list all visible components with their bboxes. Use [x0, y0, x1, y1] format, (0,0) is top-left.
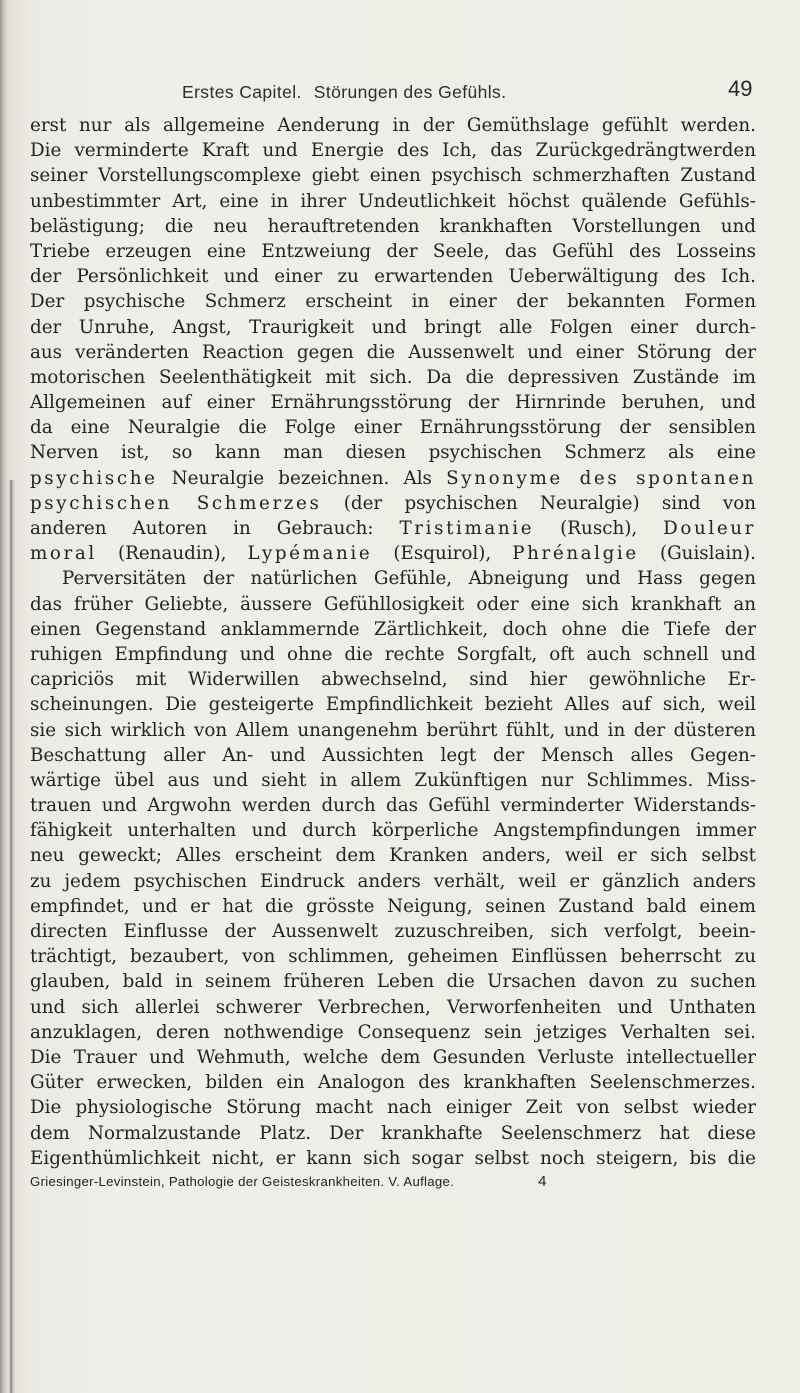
page-number: 49	[728, 76, 753, 101]
spaced-term: moral	[30, 543, 97, 565]
text-line: neu geweckt; Alles erscheint dem Kranken anders, weil er sich selbst	[30, 845, 756, 867]
text-line: Perversitäten der natürlichen Gefühle, Abneigung und Hass gegen	[62, 568, 756, 590]
text-line: Güter erwecken, bilden ein Analogon des krankhaften Seelenschmerzes.	[30, 1072, 756, 1094]
text-line: Eigenthümlichkeit nicht, er kann sich sogar selbst noch steigern, bis die	[30, 1147, 756, 1169]
text-line: der Unruhe, Angst, Traurigkeit und bringt alle Folgen einer durch-	[30, 316, 756, 338]
text-line: empfindet, und er hat die grösste Neigung, seinen Zustand bald einem	[30, 895, 756, 917]
imprint-line	[30, 1171, 756, 1193]
text-line: unbestimmter Art, eine in ihrer Undeutlichkeit höchst quälende Gefühls-	[30, 190, 756, 212]
text-line: Beschattung aller An- und Aussichten legt der Mensch alles Gegen-	[30, 744, 756, 766]
text-line: erst nur als allgemeine Aenderung in der Gemüthslage gefühlt werden.	[30, 115, 756, 136]
spaced-term: psychische	[30, 467, 158, 489]
imprint-text: Griesinger-Levinstein, Pathologie der Geisteskrankheiten. V. Auflage.	[30, 1173, 455, 1189]
spaced-term: Lypémanie	[247, 543, 373, 565]
text-line: fähigkeit unterhalten und durch körperliche Angstempfindungen immer	[30, 820, 756, 842]
text-line	[30, 541, 756, 566]
text-line: belästigung; die neu herauftretenden krankhaften Vorstellungen und	[30, 215, 756, 237]
text-line: der Persönlichkeit und einer zu erwartenden Ueberwältigung des Ich.	[30, 266, 756, 288]
signature-mark: 4	[538, 1172, 547, 1190]
text-line: Nerven ist, so kann man diesen psychischen Schmerz als eine	[30, 442, 756, 464]
text-line: zu jedem psychischen Eindruck anders verhält, weil er gänzlich anders	[30, 870, 756, 892]
text-segment: Neuralgie bezeichnen. Als	[157, 467, 447, 489]
text-line: trächtigt, bezaubert, von schlimmen, geheimen Einflüssen beherrscht zu	[30, 946, 756, 968]
text-line: Triebe erzeugen eine Entzweiung der Seele, das Gefühl des Losseins	[30, 240, 756, 262]
spaced-term: Synonyme des spontanen	[446, 467, 756, 489]
text-line: wärtige übel aus und sieht in allem Zukünftigen nur Schlimmes. Miss-	[30, 769, 756, 791]
section-title: Störungen des Gefühls.	[313, 82, 507, 102]
text-line: Allgemeinen auf einer Ernährungsstörung der Hirnrinde beruhen, und	[30, 392, 756, 414]
text-line	[30, 466, 756, 491]
body-text	[30, 113, 756, 1193]
text-line: aus veränderten Reaction gegen die Aussenwelt und einer Störung der	[30, 341, 756, 363]
spaced-term: Douleur	[663, 518, 756, 539]
text-segment: (Guislain).	[638, 543, 756, 565]
text-line	[30, 516, 756, 541]
spaced-term: Phrénalgie	[512, 543, 639, 565]
text-line: glauben, bald in seinem früheren Leben die Ursachen davon zu suchen	[30, 971, 756, 993]
text-segment: (Rusch),	[534, 518, 664, 539]
text-line: seiner Vorstellungscomplexe giebt einen psychisch schmerzhaften Zustand	[30, 165, 756, 187]
text-line: directen Einflusse der Aussenwelt zuzuschreiben, sich verfolgt, beein-	[30, 921, 756, 942]
text-line: anzuklagen, deren nothwendige Consequenz sein jetziges Verhalten sei.	[30, 1021, 756, 1043]
text-line: da eine Neuralgie die Folge einer Ernährungsstörung der sensiblen	[30, 417, 756, 439]
text-line: capriciös mit Widerwillen abwechselnd, sind hier gewöhnliche Er-	[30, 669, 756, 691]
gutter-shadow	[0, 0, 8, 1393]
text-line: ruhigen Empfindung und ohne die rechte Sorgfalt, oft auch schnell und	[30, 643, 756, 665]
text-line: Die Trauer und Wehmuth, welche dem Gesunden Verluste intellectueller	[30, 1046, 756, 1068]
text-segment: anderen Autoren in Gebrauch:	[30, 518, 400, 539]
text-segment: (der psychischen Neuralgie) sind von	[321, 492, 757, 514]
text-line: das früher Geliebte, äussere Gefühllosigkeit oder eine sich krankhaft an	[30, 593, 756, 615]
text-line	[30, 491, 756, 516]
spaced-term: Tristimanie	[399, 518, 535, 539]
gutter-line	[9, 480, 15, 1393]
text-line: trauen und Argwohn werden durch das Gefühl verminderter Widerstands-	[30, 795, 756, 817]
text-line: Die physiologische Störung macht nach einiger Zeit von selbst wieder	[30, 1097, 756, 1119]
text-line: Der psychische Schmerz erscheint in einer der bekannten Formen	[30, 291, 756, 313]
chapter-label: Erstes Capitel.	[182, 82, 302, 102]
running-head	[182, 82, 552, 103]
text-line: einen Gegenstand anklammernde Zärtlichkeit, doch ohne die Tiefe der	[30, 618, 756, 640]
text-segment: (Renaudin),	[96, 543, 248, 565]
text-line: motorischen Seelenthätigkeit mit sich. Da die depressiven Zustände im	[30, 366, 756, 388]
text-line: Die verminderte Kraft und Energie des Ich, das Zurückgedrängtwerden	[30, 140, 756, 162]
text-line: scheinungen. Die gesteigerte Empfindlichkeit bezieht Alles auf sich, weil	[30, 694, 756, 716]
text-line: sie sich wirklich von Allem unangenehm berührt fühlt, und in der düsteren	[30, 719, 756, 741]
spaced-term: psychischen Schmerzes	[30, 492, 322, 514]
text-segment: (Esquirol),	[372, 543, 513, 565]
text-line: dem Normalzustande Platz. Der krankhafte Seelenschmerz hat diese	[30, 1122, 756, 1144]
text-line: und sich allerlei schwerer Verbrechen, Verworfenheiten und Unthaten	[30, 996, 756, 1018]
